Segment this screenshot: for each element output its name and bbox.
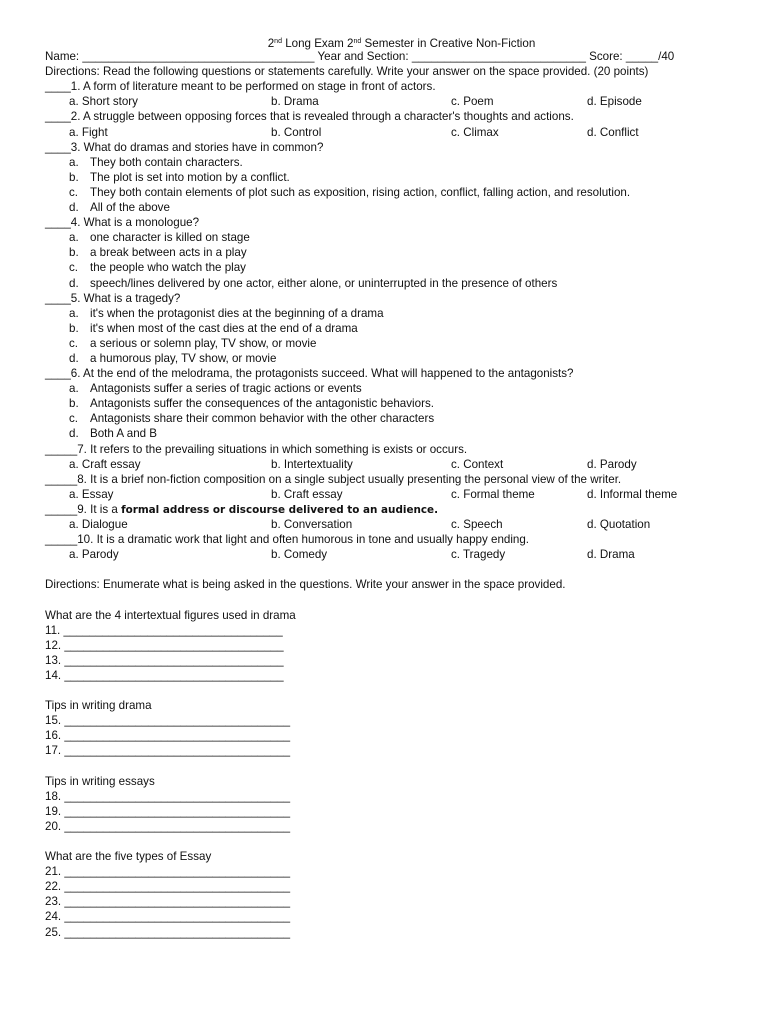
choice-c: c. Tragedy [451,548,506,562]
option-text: Antagonists suffer the consequences of the antagonistic behaviors. [90,397,434,411]
question-4: ____4. What is a monologue? [45,216,200,230]
answer-blank-12[interactable]: 12. __________________________________ [45,638,284,652]
option-c [45,336,738,351]
option-text: Both A and B [90,427,158,441]
option-text: a serious or solemn play, TV show, or movie [90,336,317,350]
answer-blank-17[interactable]: 17. ___________________________________ [45,744,291,758]
question-8: _____8. It is a brief non-fiction composition on a single subject usually presenting the personal view of the writer. [45,472,622,486]
choice-a: a. Craft essay [69,457,141,471]
option-text: a humorous play, TV show, or movie [90,351,277,365]
answer-blank-23[interactable]: 23. ___________________________________ [45,895,291,909]
choice-d: d. Quotation [587,518,651,531]
option-text: The plot is set into motion by a conflict. [90,170,290,184]
option-letter: c. [69,412,79,426]
answer-blank-16[interactable]: 16. ___________________________________ [45,729,291,743]
choice-b: b. Intertextuality [271,457,353,471]
spacer [45,562,738,577]
choice-a: a. Essay [69,487,114,501]
answer-blank-13[interactable]: 13. __________________________________ [45,653,284,667]
option-a [45,155,738,170]
choice-b: b. Conversation [271,518,353,531]
question-1-choices [45,94,738,109]
choice-c: c. Speech [451,518,503,531]
option-b [45,396,738,411]
option-letter: d. [69,276,79,290]
option-text: a break between acts in a play [90,246,247,260]
option-c [45,260,738,275]
option-a [45,306,738,321]
option-letter: c. [69,185,79,199]
option-letter: b. [69,170,79,184]
choice-a: a. Parody [69,548,119,562]
option-d [45,351,738,366]
choice-d: d. Episode [587,95,642,109]
choice-d: d. Conflict [587,125,639,139]
option-text: the people who watch the play [90,261,246,275]
answer-blank-24[interactable]: 24. ___________________________________ [45,910,291,924]
option-letter: d. [69,351,79,365]
option-letter: c. [69,336,79,350]
answer-blank-18[interactable]: 18. ___________________________________ [45,789,291,803]
directions-part1: Directions: Read the following questions or statements carefully. Write your answer on the space provided. (20 points) [45,65,649,79]
option-letter: c. [69,261,79,275]
question-7: _____7. It refers to the prevailing situations in which something is exists or occurs. [45,442,468,456]
option-text: one character is killed on stage [90,231,250,245]
page-title [45,34,738,49]
question-7-choices [45,457,738,472]
option-d [45,200,738,215]
option-d [45,276,738,291]
question-1: ____1. A form of literature meant to be performed on stage in front of actors. [45,80,436,94]
spacer [45,683,738,698]
option-a [45,230,738,245]
question-3: ____3. What do dramas and stories have in common? [45,140,324,154]
option-text: They both contain characters. [90,155,243,169]
answer-blank-25[interactable]: 25. ___________________________________ [45,925,291,939]
section-heading-essay-tips: Tips in writing essays [45,774,155,788]
option-letter: a. [69,155,79,169]
section-heading-drama-tips: Tips in writing drama [45,699,152,713]
option-text: it's when most of the cast dies at the end of a drama [90,321,358,335]
question-9-choices [45,517,738,532]
choice-c: c. Climax [451,125,499,139]
option-letter: a. [69,306,79,320]
question-6: ____6. At the end of the melodrama, the protagonists succeed. What will happened to the antagonists? [45,367,574,381]
title-ordinal-suffix: nd [274,38,282,45]
option-letter: d. [69,201,79,215]
question-9-bold-text: formal address or discourse delivered to an audience. [121,503,439,516]
question-2: ____2. A struggle between opposing forces that is revealed through a character's thoughts and actions. [45,110,574,124]
title-ordinal-number: 2 [267,37,275,50]
option-b [45,321,738,336]
spacer [45,834,738,849]
option-c [45,411,738,426]
option-d [45,426,738,441]
option-a [45,381,738,396]
option-text: Antagonists share their common behavior with the other characters [90,412,435,426]
answer-blank-19[interactable]: 19. ___________________________________ [45,804,291,818]
option-letter: b. [69,321,79,335]
choice-d: d. Informal theme [587,487,678,501]
choice-b: b. Craft essay [271,487,343,501]
choice-d: d. Drama [587,548,635,562]
question-9 [45,502,738,517]
answer-blank-11[interactable]: 11. __________________________________ [45,623,283,637]
title-text-end: Semester in Creative Non-Fiction [361,37,536,50]
option-text: speech/lines delivered by one actor, either alone, or uninterrupted in the presence of others [90,276,558,290]
option-b [45,170,738,185]
choice-c: c. Formal theme [451,487,535,501]
choice-b: b. Drama [271,95,319,109]
option-text: it's when the protagonist dies at the beginning of a drama [90,306,384,320]
option-letter: a. [69,382,79,396]
option-b [45,245,738,260]
choice-a: a. Dialogue [69,518,128,531]
question-10: _____10. It is a dramatic work that light and often humorous in tone and usually happy ending. [45,533,530,547]
question-8-choices [45,487,738,502]
option-letter: a. [69,231,79,245]
question-5: ____5. What is a tragedy? [45,291,181,305]
directions-part2: Directions: Enumerate what is being asked in the questions. Write your answer in the space provided. [45,578,566,592]
section-heading-intertextual: What are the 4 intertextual figures used in drama [45,608,296,622]
spacer [45,592,738,607]
answer-blank-20[interactable]: 20. ___________________________________ [45,819,291,833]
title-text-part: Long Exam 2 [281,37,354,50]
option-text: Antagonists suffer a series of tragic actions or events [90,382,362,396]
choice-c: c. Poem [451,95,494,109]
name-year-score-line: Name: ____________________________________ Year and Section: ___________________________ Score: _____/40 [45,50,675,64]
option-text: All of the above [90,201,170,215]
choice-b: b. Comedy [271,548,328,562]
option-c [45,185,738,200]
option-letter: b. [69,246,79,260]
question-9-text: _____9. It is a [45,502,122,516]
answer-blank-15[interactable]: 15. ___________________________________ [45,714,291,728]
section-heading-essay-types: What are the five types of Essay [45,850,212,864]
answer-blank-14[interactable]: 14. __________________________________ [45,668,284,682]
question-10-choices [45,547,738,562]
answer-blank-21[interactable]: 21. ___________________________________ [45,865,291,879]
option-letter: b. [69,397,79,411]
choice-a: a. Short story [69,95,138,109]
title-ordinal-suffix-2: nd [353,38,362,45]
choice-b: b. Control [271,125,322,139]
answer-blank-22[interactable]: 22. ___________________________________ [45,880,291,894]
choice-c: c. Context [451,457,504,471]
option-letter: d. [69,427,79,441]
choice-a: a. Fight [69,125,108,139]
choice-d: d. Parody [587,457,637,471]
spacer [45,759,738,774]
option-text: They both contain elements of plot such as exposition, rising action, conflict, falling action, and resolution. [90,185,631,199]
question-2-choices [45,125,738,140]
